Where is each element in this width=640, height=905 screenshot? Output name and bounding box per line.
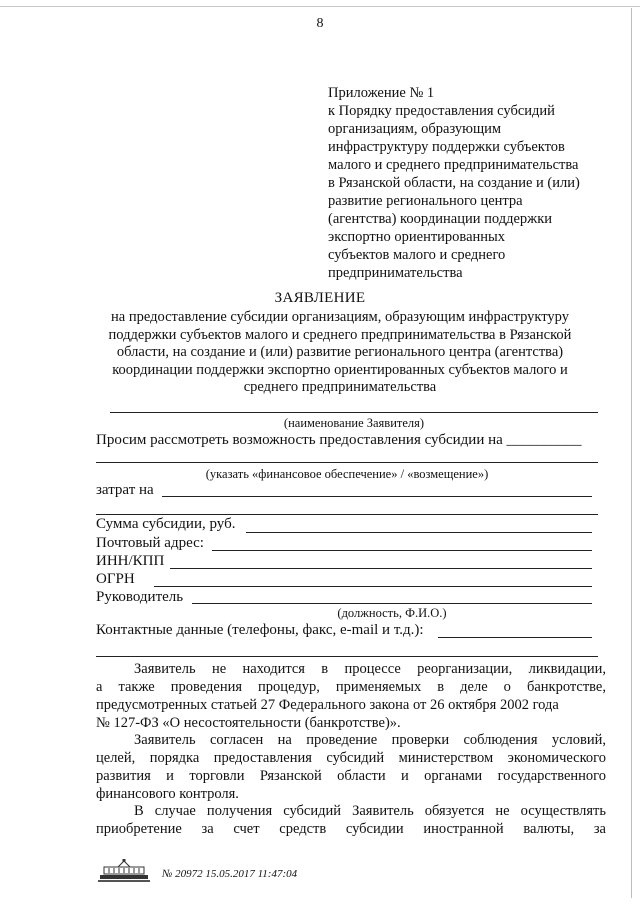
paragraph-line: финансового контроля.	[96, 786, 239, 802]
subtitle-line: поддержки субъектов малого и среднего предпринимательства в Рязанской	[108, 326, 572, 343]
inn-field[interactable]	[170, 568, 592, 569]
subtitle-line: области, на создание и (или) развитие регионального центра (агентства)	[116, 344, 564, 360]
funding-caption: (указать «финансовое обеспечение» / «возмещение»)	[205, 467, 489, 481]
appendix-line: субъектов малого и среднего	[328, 247, 506, 263]
paragraph-line: Заявитель согласен на проведение проверки соблюдения условий,	[134, 732, 606, 748]
appendix-line: (агентства) координации поддержки	[328, 211, 553, 227]
applicant-caption: (наименование Заявителя)	[283, 416, 425, 430]
subtitle-line: среднего предпринимательства	[243, 379, 437, 395]
registration-number: № 20972 15.05.2017 11:47:04	[162, 868, 298, 880]
appendix-line: малого и среднего предпринимательства	[328, 157, 579, 173]
paragraph-line: № 127-ФЗ «О несостоятельности (банкротстве)».	[96, 715, 401, 731]
contacts-label: Контактные данные (телефоны, факс, e-mail и т.д.):	[96, 622, 424, 638]
appendix-line: в Рязанской области, на создание и (или)	[328, 175, 580, 191]
appendix-line: инфраструктуру поддержки субъектов	[328, 139, 565, 155]
building-stamp-icon	[96, 858, 152, 884]
director-caption: (должность, Ф.И.О.)	[337, 606, 447, 620]
costs-label: затрат на	[96, 482, 154, 498]
paragraph-line: предусмотренных статьей 27 Федерального закона от 26 октября 2002 года	[96, 697, 559, 713]
inn-label: ИНН/КПП	[96, 553, 165, 569]
paragraph-line: приобретение за счет средств субсидии иностранной валюты, за	[96, 821, 606, 837]
subtitle-line: на предоставление субсидии организациям, образующим инфраструктуру	[111, 309, 569, 325]
director-label: Руководитель	[96, 589, 184, 605]
page-right-edge	[631, 8, 632, 898]
paragraph-obligations	[96, 802, 606, 838]
appendix-line: Приложение № 1	[328, 85, 435, 101]
director-field[interactable]	[192, 603, 592, 604]
paragraph-line: В случае получения субсидий Заявитель обязуется не осуществлять	[134, 803, 606, 819]
registration-footer	[96, 858, 356, 884]
paragraph-line: а также проведения процедур, применяемых в деле о банкротстве,	[96, 679, 606, 695]
postal-field[interactable]	[212, 550, 592, 551]
amount-label: Сумма субсидии, руб.	[96, 516, 236, 532]
paragraph-insolvency	[96, 660, 606, 732]
contacts-field-line2[interactable]	[96, 656, 598, 657]
request-text: Просим рассмотреть возможность предоставления субсидии на __________	[96, 432, 582, 448]
costs-field[interactable]	[162, 496, 592, 497]
amount-field[interactable]	[246, 532, 592, 533]
subtitle-line: координации поддержки экспортно ориентированных субъектов малого и	[112, 361, 568, 378]
appendix-line: к Порядку предоставления субсидий	[328, 103, 555, 119]
appendix-line: организациям, образующим	[328, 121, 502, 137]
ogrn-label: ОГРН	[96, 571, 135, 587]
paragraph-line: Заявитель не находится в процессе реорганизации, ликвидации,	[134, 661, 606, 677]
form-title: ЗАЯВЛЕНИЕ	[274, 290, 366, 306]
ogrn-field[interactable]	[154, 586, 592, 587]
funding-type-field[interactable]	[96, 462, 598, 463]
postal-label: Почтовый адрес:	[96, 535, 204, 551]
appendix-block	[328, 84, 628, 282]
paragraph-line: целей, порядка предоставления субсидий министерством экономического	[96, 750, 606, 766]
form-subtitle	[60, 309, 620, 397]
page-number: 8	[316, 16, 324, 31]
appendix-line: экспортно ориентированных	[328, 229, 506, 245]
appendix-line: развитие регионального центра	[328, 193, 523, 209]
contacts-field[interactable]	[438, 637, 592, 638]
appendix-line: предпринимательства	[328, 265, 463, 281]
applicant-name-field[interactable]	[110, 412, 598, 413]
page-top-edge	[0, 6, 640, 7]
paragraph-inspection	[96, 731, 606, 803]
costs-field-line2[interactable]	[96, 514, 598, 515]
paragraph-line: развития и торговли Рязанской области и органами государственного	[96, 768, 606, 784]
